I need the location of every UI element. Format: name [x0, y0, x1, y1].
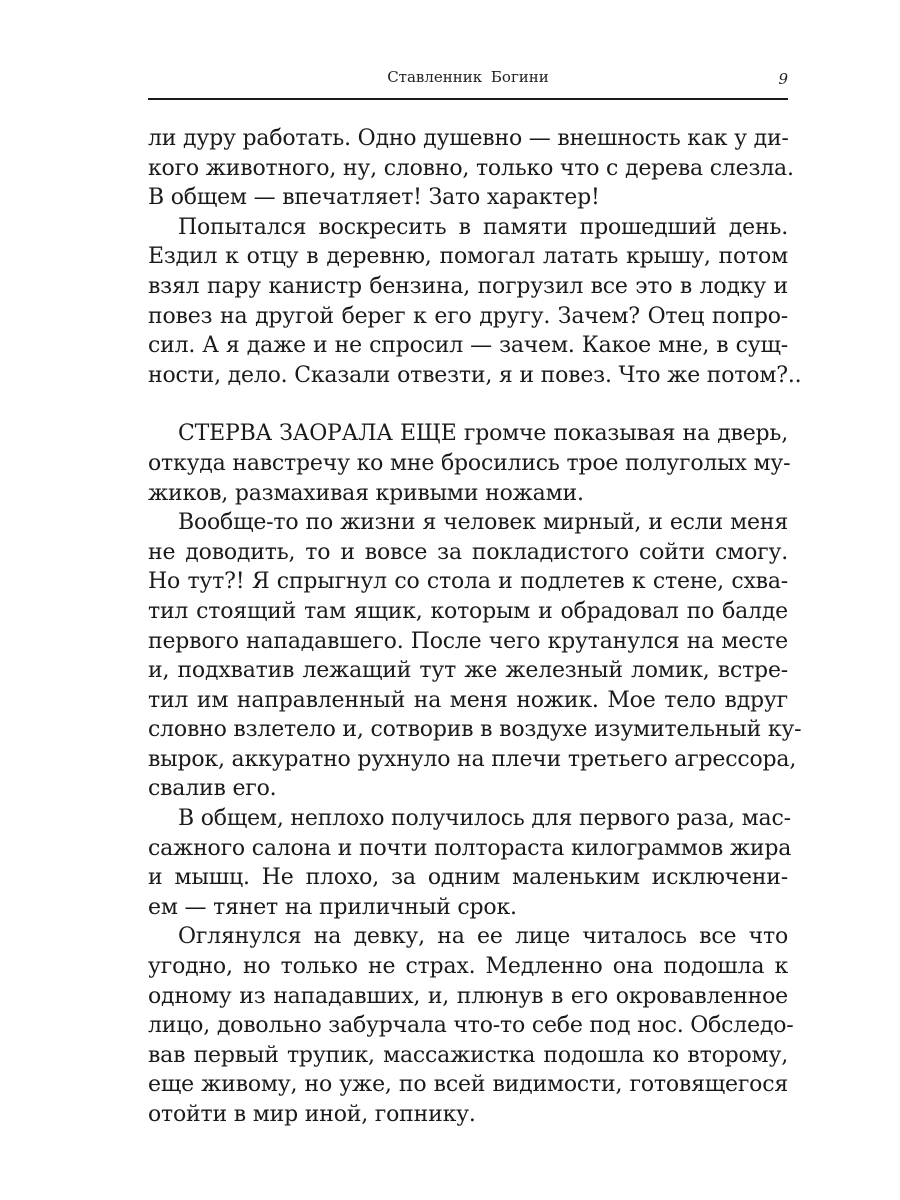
paragraph: [148, 124, 794, 213]
text-line: тил стоящий там ящик, которым и обрадовал по балде: [148, 598, 788, 624]
body-text: [148, 124, 802, 1130]
text-line: первого нападавшего. После чего крутанулся на месте: [148, 628, 788, 654]
text-line: ности, дело. Сказали отвезти, я и повез. Что же потом?..: [148, 362, 802, 388]
text-line: Но тут?! Я спрыгнул со стола и подлетев к стене, схва-: [148, 569, 788, 595]
text-line: свалив его.: [148, 776, 277, 802]
text-line: В общем, неплохо получилось для первого раза, мас-: [178, 806, 791, 832]
paragraph: [148, 419, 791, 508]
text-line: ем — тянет на приличный срок.: [148, 894, 517, 920]
text-line: СТЕРВА ЗАОРАЛА ЕЩЕ громче показывая на дверь,: [178, 421, 788, 447]
text-line: Попытался воскресить в памяти прошедший день.: [178, 214, 788, 240]
running-header: [148, 68, 788, 92]
text-line: В общем — впечатляет! Зато характер!: [148, 185, 600, 211]
text-line: откуда навстречу ко мне бросились трое полуголых му-: [148, 450, 791, 476]
text-line: кого животного, ну, словно, только что с дерева слезла.: [148, 155, 794, 181]
text-line: вырок, аккуратно рухнуло на плечи третьего агрессора,: [148, 746, 797, 772]
text-line: вав первый трупик, массажистка подошла ко второму,: [148, 1042, 788, 1068]
text-line: и мышц. Не плохо, за одним маленьким исключени-: [148, 865, 788, 891]
text-line: отойти в мир иной, гопнику.: [148, 1102, 476, 1127]
paragraph: [148, 922, 794, 1129]
text-line: не доводить, то и вовсе за покладистого сойти смогу.: [148, 539, 788, 565]
paragraph: [148, 213, 802, 391]
text-line: взял пару канистр бензина, погрузил все это в лодку и: [148, 273, 788, 299]
text-line: угодно, но только не страх. Медленно она подошла к: [148, 954, 788, 980]
section-break: [148, 390, 788, 419]
paragraph: [148, 804, 792, 922]
text-line: Вообще-то по жизни я человек мирный, и если меня: [178, 510, 788, 536]
text-line: Ездил к отцу в деревню, помогал латать крышу, потом: [148, 244, 788, 270]
text-line: повез на другой берег к его другу. Зачем? Отец попро-: [148, 303, 788, 329]
text-line: тил им направленный на меня ножик. Мое тело вдруг: [148, 687, 788, 713]
text-line: ли дуру работать. Одно душевно — внешность как у ди-: [148, 126, 789, 151]
text-line: жиков, размахивая кривыми ножами.: [148, 480, 584, 506]
paragraph: [148, 508, 802, 804]
text-line: Оглянулся на девку, на ее лице читалось все что: [178, 924, 788, 950]
text-line: сажного салона и почти полтораста килограммов жира: [148, 835, 792, 861]
text-line: словно взлетело и, сотворив в воздухе изумительный ку-: [148, 717, 802, 743]
text-line: одному из нападавших, и, плюнув в его окровавленное: [148, 983, 788, 1009]
text-line: лицо, довольно забурчала что-то себе под нос. Обследо-: [148, 1013, 794, 1039]
text-line: и, подхватив лежащий тут же железный ломик, встре-: [148, 658, 788, 684]
running-header-title: Ставленник Богини: [387, 68, 549, 86]
page-number: 9: [778, 70, 788, 88]
text-line: еще живому, но уже, по всей видимости, готовящегося: [148, 1072, 788, 1098]
text-line: сил. А я даже и не спросил — зачем. Какое мне, в сущ-: [148, 333, 788, 359]
header-rule: [148, 98, 788, 100]
